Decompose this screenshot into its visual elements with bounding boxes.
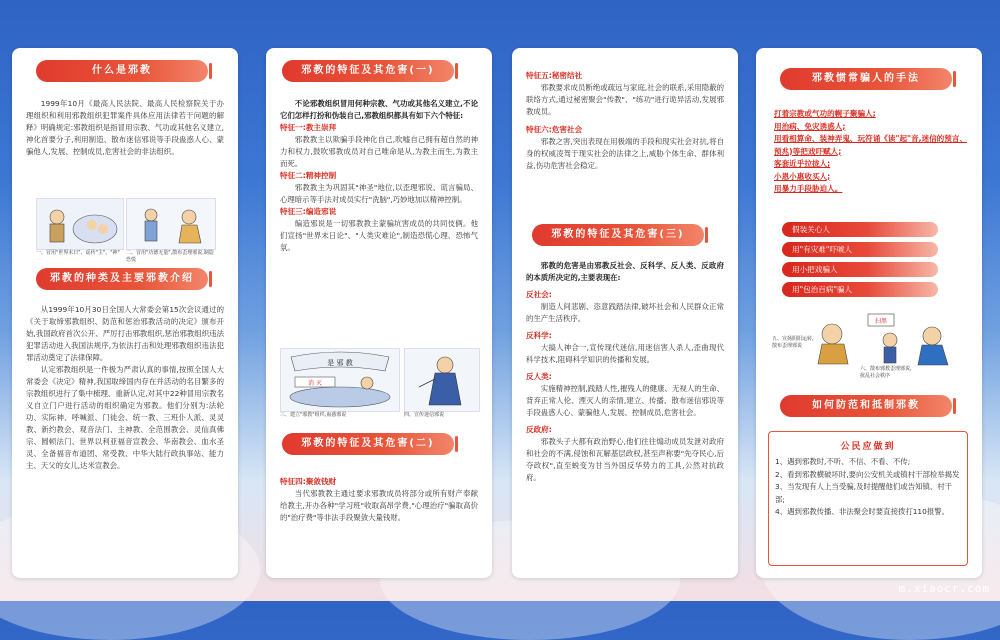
- panel-features-1: [266, 48, 492, 578]
- features-5-6: [526, 70, 724, 172]
- harm-title: 反科学:: [526, 331, 552, 340]
- panel-what-is-cult: [12, 48, 238, 578]
- illustration-caption: 三、建立"邪教"组织,蛊惑邪说: [280, 412, 347, 418]
- feature-text: 邪教教主以欺骗手段神化自己,吹嘘自己拥有超自然的神力和权力,鼓吹邪教成员对自己唯命是从,为教主而生,为教主而死。: [280, 135, 478, 168]
- harm-title: 反社会:: [526, 290, 552, 299]
- section-header: 什么是邪教: [36, 60, 208, 82]
- watermark: m.xiaocr.com: [898, 582, 990, 595]
- section-header: 邪教惯常骗人的手法: [780, 68, 952, 90]
- illustration-caption: 四、宣传迷信邪说: [404, 412, 445, 418]
- rule-item: 2、看到邪教横破坏时,要向公安机关或镇村干部检举揭发: [775, 469, 960, 479]
- feature-title: 特征四:聚敛钱财: [280, 477, 337, 486]
- feature-text: 邪教之害,突出表现在用极端的手段和现实社会对抗,将自身的权威凌驾于现实社会的法律之上,威胁个体生命、群体利益,伤功危害社会稳定。: [526, 137, 724, 170]
- definition-text: 1999年10月《最高人民法院、最高人民检察院关于办理组织和利用邪教组织犯罪案件具体应用法律若干问题的解释》明确规定:邪教组织是指冒用宗教、气功或其他名义建立,神化首要分子,利用制造、散布迷信邪说等手段蛊惑人心、蒙骗他人,发展、控制成员,危害社会的非法组织。: [26, 99, 224, 156]
- feature-title: 特征五:秘密结社: [526, 71, 583, 80]
- trick-pill: 用小把戏骗人: [782, 262, 938, 277]
- citizen-guidance-box: [768, 431, 968, 566]
- law-text: 从1999年10月30日全国人大常委会第15次会议通过的《关于取缔邪教组织、防范和惩治邪教活动的决定》颁布开始,我国政府首次公开、严厉打击邪教组织,惩治邪教组织违法犯罪活动进入我国法规序,为依法打击和处理邪教组织违法犯罪活动奠定了法律保障。: [26, 305, 224, 362]
- illustration-cartoon: [36, 198, 124, 250]
- cartoon-image: [281, 349, 399, 411]
- feature-title: 特征六:危害社会: [526, 125, 583, 134]
- section-header: 如何防范和抵制邪教: [780, 395, 952, 417]
- section-header: 邪教的特征及其危害(一): [282, 60, 454, 82]
- rule-item: 3、当发现有人上当受骗,及时提醒他们或告知镇、村干部;: [775, 482, 953, 504]
- harm-text: 大搞人神合一,宣传现代迷信,用迷信害人杀人,歪曲现代科学技术,阻碍科学知识的传播和发展。: [526, 343, 724, 364]
- illustration-cartoon: [404, 348, 480, 412]
- illustration-cartoon: [860, 310, 964, 366]
- trick-pill: 用"有灾难"吓唬人: [782, 242, 938, 257]
- feature-text: 编造邪说是一切邪教教主蒙骗坑害成员的共同伎俩。他们宣扬"世界末日论"、"人类灾难论",制造恐慌心理、恐怖气氛。: [280, 219, 478, 252]
- illustration-cartoon: [280, 348, 400, 412]
- method-item: 用看相算命、装神弄鬼、玩符诵《读"起"音,迷信的预言、预兆)等把戏吓赋人;: [774, 134, 968, 156]
- feature-text: 当代邪教教主通过要求邪教成员将部分或所有财产奉献给教主,开办各种"学习班"收取高昂学费,"心理治疗"骗取高价的"治疗费"等非法手段聚敛大量钱财。: [280, 489, 478, 522]
- method-item: 用治病、免灾诱惑人;: [774, 121, 846, 131]
- section-header: 邪教的特征及其危害(二): [282, 433, 454, 455]
- types-paragraphs: [26, 304, 224, 472]
- feature-text: 邪教要求成员断绝或疏远与家庭,社会的联系,采用隐蔽的联络方式,通过秘密聚会"传教"、"练功"进行诡异活动,发展邪教成员。: [526, 83, 724, 116]
- feature-title: 特征三:编造邪说: [280, 207, 337, 216]
- harm-title: 反人类:: [526, 372, 552, 381]
- trick-pill: 假装关心人: [782, 222, 938, 237]
- harm-text: 制造人间悲剧、恣意践踏法律,破坏社会和人民群众正常的生产生活秩序。: [526, 302, 724, 323]
- method-item: 客套近乎拉拢人;: [774, 159, 831, 168]
- methods-list: [774, 108, 970, 196]
- harm-text: 邪教头子大都有政治野心,他们往往煽动成员发泄对政府和社会的不满,侵蚀和瓦解基层政权,甚至声称要"先夺民心,后夺政权",直至蜕变为甘当外国反华势力的工具,公然对抗政府。: [526, 437, 724, 482]
- cartoon-image: [860, 310, 964, 366]
- trick-pill: 用"包治百病"骗人: [782, 282, 938, 297]
- rule-item: 1、遇到邪教时,不听、不信、不看、不传;: [775, 457, 911, 466]
- banner-text: 是 邪 教: [327, 359, 353, 367]
- illustration-cartoon: [126, 198, 216, 250]
- feature-title: 特征一:教主崇拜: [280, 123, 337, 132]
- illustration-caption: 一、冒用"世界末日"、谣传"主"、"神": [36, 250, 120, 256]
- feature4-text: [280, 476, 478, 524]
- illustration-caption: 六、散布邪教歪理邪说, 扰乱社会秩序: [860, 366, 912, 379]
- cartoon-image: [405, 349, 479, 411]
- cartoon-image: [37, 199, 123, 249]
- cartoon-image: [127, 199, 215, 249]
- sign-text: 消 灭: [308, 380, 322, 387]
- box-title: 公民应做到: [840, 442, 896, 452]
- harm-title: 反政府:: [526, 425, 552, 434]
- section-header: 邪教的种类及主要邪教介绍: [36, 268, 208, 290]
- feature-title: 特征二:精神控制: [280, 171, 337, 180]
- feature-text: 邪教教主为巩固其"神圣"地位,以歪理邪说、谎言骗局、心理暗示等手法对成员实行"洗脑",巧妙地加以精神控制。: [280, 183, 478, 204]
- definition-paragraph: [26, 98, 224, 158]
- cult-list-text: 认定邪教组织是一件极为严肃认真的事情,按照全国人大常委会《决定》精神,我国取缔国内存在并活动的名目繁多的宗教组织进行了集中梳理、重新认定,对其中22种冒用宗教名义自立门户进行活动的组织确定为邪教。他们分别为:法轮功、实际神、呼喊派、门徒会、统一教、三班仆人派、灵灵教、新约教会、观音法门、主神教、全范围教会、灵仙真佛宗、圆顿法门、世界以利亚福音宣教会、华南教会、血水圣灵、全备福音布道团、常受教、中华大陆行政执事站、能力主、天父的女儿,达米宣教会。: [26, 365, 224, 470]
- features-text: [280, 98, 478, 254]
- harm-text: 实施精神控制,践踏人性,摧残人的健康、无视人的生命、背弃正常人伦、湮灭人的亲情,建立、传播、散布迷信邪说等手段蛊惑人心、蒙骗他人,发展、控制成员,危害社会。: [526, 384, 724, 417]
- sign-text: 扫黑: [874, 318, 888, 325]
- method-item: 用暴力手段胁迫人。: [774, 184, 843, 193]
- features-intro: 不论邪教组织冒用何种宗教、气功或其他名义建立,不论它们怎样打扮和伪装自己,邪教组织都具有如下六个特征:: [280, 99, 478, 120]
- panel-methods: [756, 48, 982, 578]
- section-header: 邪教的特征及其危害(三): [532, 224, 704, 246]
- harms-text: [526, 260, 724, 484]
- illustration-caption: 五、宣扬阴阳运转, 散布歪理邪说: [772, 336, 814, 349]
- illustration-caption: 二、冒用"功德无量",散布歪理邪说,制造恐慌: [126, 250, 214, 263]
- rules-list: [769, 452, 967, 523]
- rule-item: 4、遇到邪教传播、非法聚会时要直接拨打110报警。: [775, 507, 950, 516]
- panel-features-3: [512, 48, 738, 578]
- method-item: 打着宗教或气功的幌子聚骗人;: [774, 109, 876, 118]
- method-item: 小恩小惠收买人;: [774, 171, 831, 181]
- harms-intro: 邪教的危害是由邪教反社会、反科学、反人类、反政府的本质所决定的,主要表现在:: [526, 261, 724, 282]
